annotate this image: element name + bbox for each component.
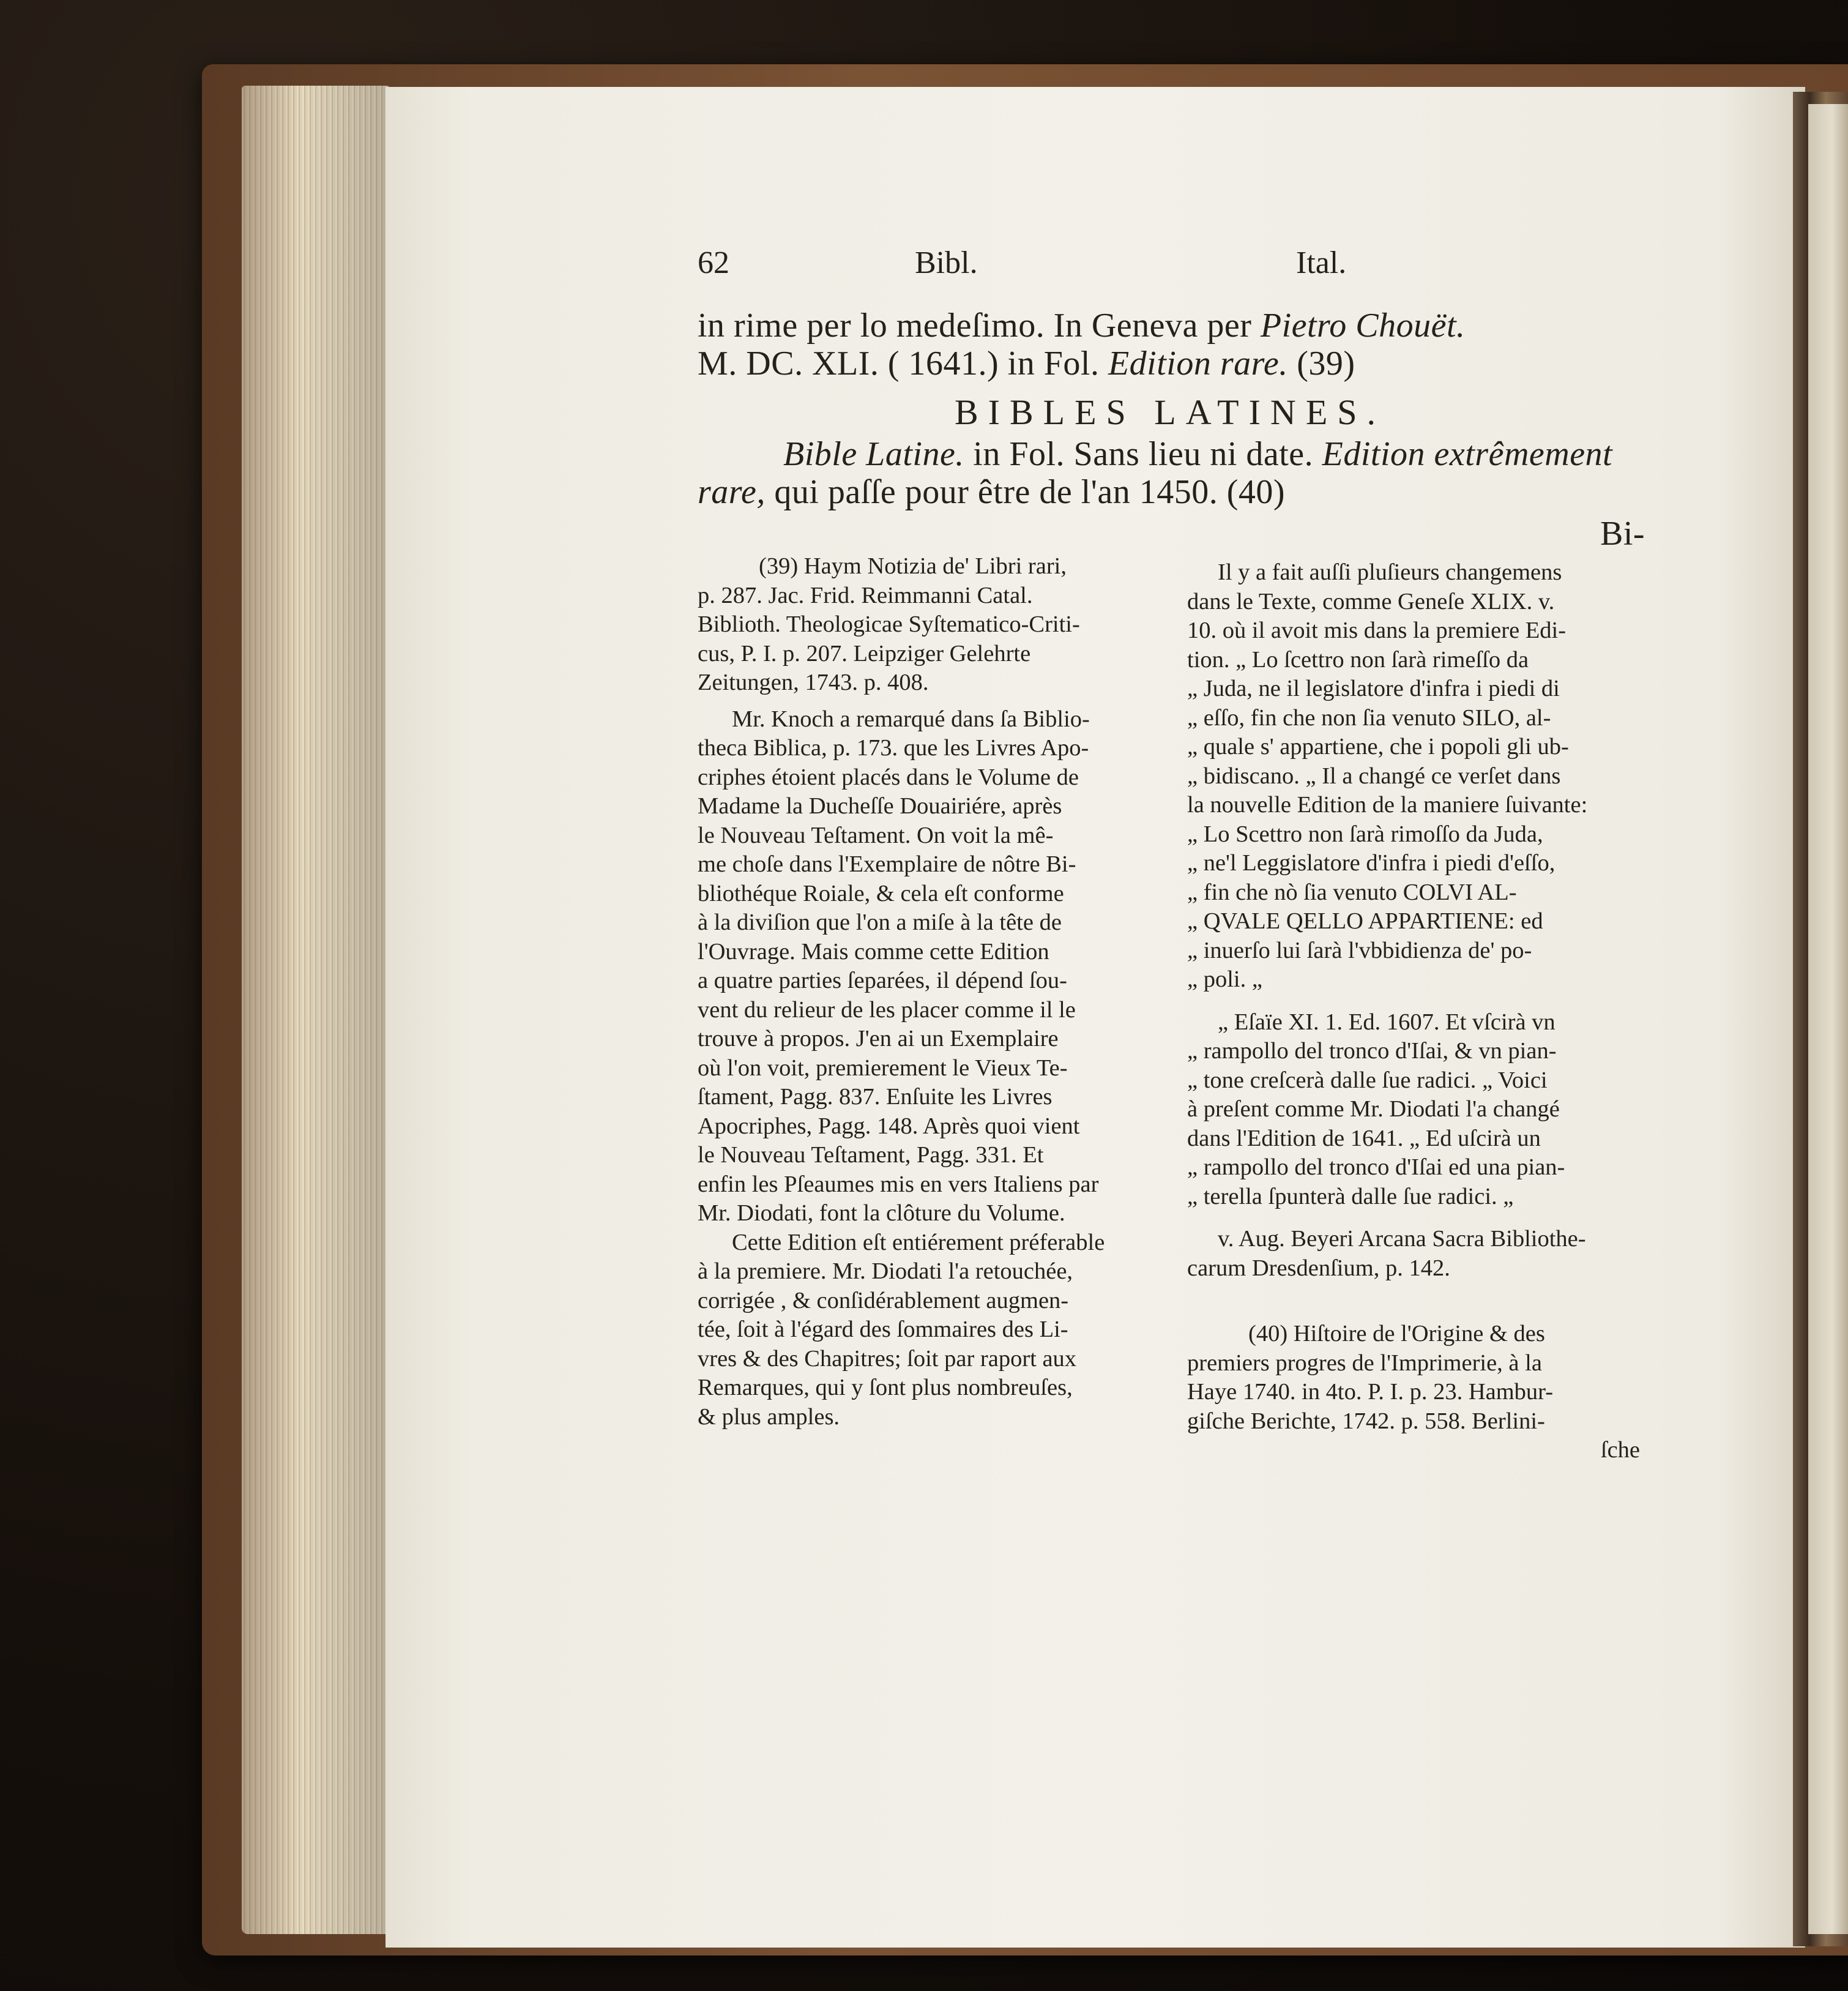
left-line: Zeitungen, 1743. p. 408. [698,670,929,695]
right-line: „ rampollo del tronco d'Iſai, & vn pian- [1187,1038,1557,1064]
right-line: „ terella ſpunterà dalle ſue radici. „ [1187,1183,1514,1209]
left-line: a quatre parties ſeparées, il dépend ſou- [698,968,1067,993]
right-line: la nouvelle Edition de la maniere ſuivante: [1187,792,1588,818]
page-number: 62 [698,245,729,280]
left-line: tée, ſoit à l'égard des ſommaires des Li- [698,1317,1068,1342]
main-line-3-italic: Bible Latine. [783,435,964,473]
left-line: Biblioth. Theologicae Syſtematico-Criti- [698,611,1080,637]
main-line-2 [698,344,1355,383]
footnote-column-left [698,552,1163,1432]
left-line: l'Ouvrage. Mais comme cette Edition [698,938,1049,965]
left-line: cus, P. I. p. 207. Leipziger Gelehrte [698,640,1031,667]
right-line: „ inuerſo lui ſarà l'vbbidienza de' po- [1187,937,1532,963]
left-line: Cette Edition eſt entiérement préferable [732,1229,1105,1255]
right-line: dans le Texte, comme Geneſe XLIX. v. [1187,588,1555,614]
left-line: ſtament, Pagg. 837. Enſuite les Livres [698,1084,1053,1110]
main-line-1-italic: Pietro Chouët. [1260,307,1466,345]
left-line: Remarques, qui y ſont plus nombreuſes, [698,1375,1073,1400]
left-line: à la diviſion que l'on a miſe à la tête de [698,910,1062,935]
main-line-1-text: in rime per lo medeſimo. In Geneva per [698,307,1261,345]
main-line-4-italic: rare, [698,473,766,511]
left-line: Mr. Diodati, font la clôture du Volume. [698,1200,1065,1226]
left-line: vres & des Chapitres; ſoit par raport aux [698,1345,1077,1372]
right-line: „ ne'l Leggislatore d'infra i piedi d'eſſo, [1187,850,1556,876]
left-line: & plus amples. [698,1403,840,1430]
right-line: premiers progres de l'Imprimerie, à la [1187,1350,1542,1376]
main-line-4 [698,473,1285,512]
footnote-column-right [1187,558,1652,1465]
right-line: carum Dresdenſium, p. 142. [1187,1255,1450,1281]
right-line: (40) Hiſtoire de l'Origine & des [1248,1321,1545,1347]
left-line: corrigée , & conſidérablement augmen- [698,1287,1069,1313]
right-line: „ poli. „ [1187,966,1262,992]
right-line: „ quale s' appartiene, che i popoli gli ub- [1187,734,1569,760]
left-line: me choſe dans l'Exemplaire de nôtre Bi- [698,851,1076,877]
right-line: ſche [1600,1437,1640,1463]
main-line-2-text: M. DC. XLI. ( 1641.) in Fol. [698,345,1108,383]
running-head-left: Bibl. [915,245,978,280]
left-line: Mr. Knoch a remarqué dans ſa Biblio- [732,706,1090,732]
main-line-1 [698,306,1466,345]
right-line: „ fin che nò ſia venuto COLVI AL- [1187,879,1517,905]
main-line-3-italic-end: Edition extrêmement [1322,435,1613,473]
right-line: „ rampollo del tronco d'Iſai ed una pian- [1187,1154,1565,1180]
left-line: à la premiere. Mr. Diodati l'a retouchée, [698,1258,1073,1284]
right-line: „ eſſo, fin che non ſia venuto SILO, al- [1187,704,1551,731]
left-line: bliothéque Roiale, & cela eſt conforme [698,880,1064,906]
right-line: Haye 1740. in 4to. P. I. p. 23. Hambur- [1187,1379,1554,1405]
left-line: enfin les Pſeaumes mis en vers Italiens par [698,1171,1099,1197]
main-line-2-italic: Edition rare. [1108,345,1288,383]
main-line-3 [783,435,1612,474]
right-line: tion. „ Lo ſcettro non ſarà rimeſſo da [1187,646,1529,673]
facing-page-edge [1808,104,1848,1934]
right-line: v. Aug. Beyeri Arcana Sacra Bibliothe- [1218,1226,1586,1252]
right-line: „ tone creſcerà dalle ſue radici. „ Voici [1187,1067,1548,1093]
right-line: Il y a fait auſſi pluſieurs changemens [1218,559,1562,585]
left-line: le Nouveau Teſtament. On voit la mê- [698,822,1054,848]
main-line-2-note: (39) [1287,345,1355,383]
right-line: giſche Berichte, 1742. p. 558. Berlini- [1187,1408,1545,1434]
right-line: 10. où il avoit mis dans la premiere Edi- [1187,618,1567,643]
main-line-4-text: qui paſſe pour être de l'an 1450. (40) [765,473,1285,511]
main-line-3-text: in Fol. Sans lieu ni date. [964,435,1322,473]
section-title: BIBLES LATINES. [955,392,1385,432]
right-line: „ bidiscano. „ Il a changé ce verſet dans [1187,763,1561,789]
right-line: „ Eſaïe XI. 1. Ed. 1607. Et vſcirà vn [1218,1009,1556,1035]
left-line: p. 287. Jac. Frid. Reimmanni Catal. [698,582,1033,608]
left-line: theca Biblica, p. 173. que les Livres Apo- [698,735,1089,761]
left-line: criphes étoient placés dans le Volume de [698,764,1079,790]
running-head-right: Ital. [1296,245,1347,280]
right-line: à preſent comme Mr. Diodati l'a changé [1187,1096,1560,1122]
catchword: Bi- [1600,515,1645,553]
right-line: „ Juda, ne il legislatore d'infra i piedi di [1187,676,1560,701]
right-line: „ Lo Scettro non ſarà rimoſſo da Juda, [1187,821,1543,847]
left-line: vent du relieur de les placer comme il le [698,996,1076,1023]
left-line: (39) Haym Notizia de' Libri rari, [759,553,1067,579]
left-line: où l'on voit, premierement le Vieux Te- [698,1055,1068,1081]
left-line: Apocriphes, Pagg. 148. Après quoi vient [698,1113,1080,1139]
right-line: „ QVALE QELLO APPARTIENE: ed [1187,908,1543,934]
right-line: dans l'Edition de 1641. „ Ed uſcirà un [1187,1125,1541,1151]
left-line: trouve à propos. J'en ai un Exemplaire [698,1026,1059,1052]
left-line: le Nouveau Teſtament, Pagg. 331. Et [698,1142,1044,1168]
page-edges-shade [242,86,389,1934]
left-line: Madame la Ducheſſe Douairiére, après [698,793,1062,819]
